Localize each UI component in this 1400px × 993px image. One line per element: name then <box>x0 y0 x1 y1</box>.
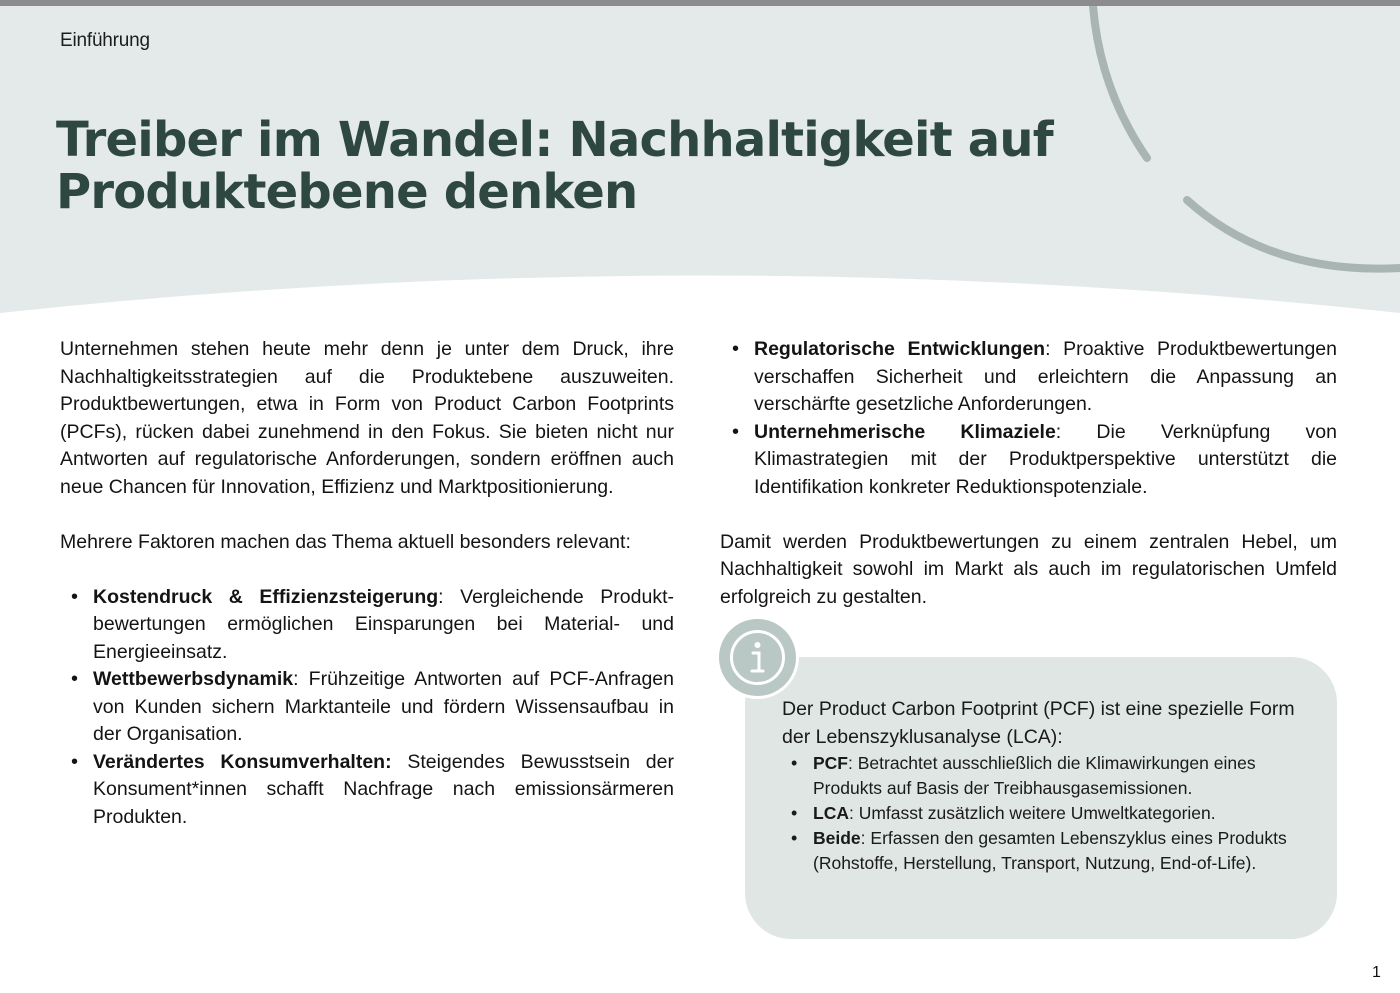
list-item-term: PCF <box>813 753 848 773</box>
factors-intro: Mehrere Faktoren machen das Thema aktuell besonders relevant: <box>60 530 631 553</box>
page-number: 1 <box>1372 964 1381 981</box>
conclusion-paragraph: Damit werden Produktbewertungen zu einem zentralen Hebel, um Nachhaltigkeit sowohl im Markt als auch im regulatorischen Umfeld erfolgreich zu gestalten. <box>720 530 1337 608</box>
list-item-separator: : <box>1055 420 1097 443</box>
list-item-term: LCA <box>813 803 849 823</box>
list-item-term: Beide <box>813 828 861 848</box>
list-item <box>93 584 674 667</box>
right-column <box>720 336 1337 611</box>
factors-list-continued <box>720 336 1337 501</box>
list-item-text: Steigendes Bewusstsein der Konsument*innen schafft Nachfrage nach emissionsärmeren Produkten. <box>93 750 674 828</box>
list-item-text: Die Verknüpfung von Klimastrategien mit der Produktperspektive unterstützt die Identifikation konkreter Reduktionspotenziale. <box>754 420 1337 498</box>
list-item-term: Unternehmerische Klimaziele <box>754 420 1056 443</box>
list-item-separator: : <box>293 668 309 690</box>
list-item-separator: : <box>860 828 871 848</box>
list-item-term: Regulatorische Entwicklungen <box>754 338 1046 360</box>
page-title: Treiber im Wandel: Nachhaltigkeit auf Produktebene denken <box>56 112 1053 220</box>
list-item-separator: : <box>848 753 858 773</box>
intro-paragraph: Unternehmen stehen heute mehr denn je unter dem Druck, ihre Nachhaltigkeitsstrategien auf die Produktebene auszuweiten. Produktbewertungen, etwa in Form von Product Carbon Footprints (PCFs), rücken dabei zunehmend in den Fokus. Sie bieten nicht nur Antworten auf regulatorische Anforderungen, sondern eröffnen auch neue Chancen für Innovation, Effizienz und Marktpositionierung. <box>60 338 674 498</box>
list-item-term: Verändertes Konsumverhalten: <box>93 750 392 773</box>
list-item <box>754 419 1337 502</box>
factors-list <box>60 584 674 832</box>
list-item <box>754 336 1337 419</box>
list-item <box>813 751 1302 801</box>
list-item <box>813 801 1302 826</box>
info-icon <box>719 619 796 696</box>
list-item-text: Frühzeitige Antworten auf PCF-Anfragen von Kunden sichern Marktanteile und fördern Wissensaufbau in der Organisation. <box>93 668 674 745</box>
info-lead: Der Product Carbon Footprint (PCF) ist eine spezielle Form der Lebenszyklusanalyse (LCA): <box>782 698 1295 748</box>
list-item <box>93 666 674 749</box>
section-label: Einführung <box>60 30 150 51</box>
list-item-text: Umfasst zusätzlich weitere Umweltkategorien. <box>858 803 1216 823</box>
info-content <box>782 696 1302 876</box>
list-item-term: Wettbewerbsdynamik <box>93 668 294 690</box>
left-column <box>60 336 674 831</box>
list-item-text: Erfassen den gesamten Lebenszyklus eines Produkts (Rohstoffe, Herstellung, Transport, Nutzung, End-of-Life). <box>813 828 1287 873</box>
list-item <box>93 749 674 832</box>
list-item-separator <box>392 751 408 773</box>
list-item-text: Betrachtet ausschließlich die Klimawirkungen eines Produkts auf Basis der Treibhausgasemissionen. <box>813 753 1256 798</box>
list-item-term: Kostendruck & Effizienzsteigerung <box>93 585 439 608</box>
list-item-separator: : <box>438 585 461 608</box>
list-item-separator: : <box>1045 338 1064 360</box>
list-item-text: Vergleichende Produktbewertungen ermöglichen Einsparungen bei Material- und Energieeinsatz. <box>93 585 674 663</box>
list-item-text: Proaktive Produktbewertungen verschaffen Sicherheit und erleichtern die Anpassung an verschärfte gesetzliche Anforderungen. <box>754 338 1337 415</box>
list-item <box>813 826 1302 876</box>
info-list <box>782 751 1302 876</box>
list-item-separator: : <box>848 803 859 823</box>
